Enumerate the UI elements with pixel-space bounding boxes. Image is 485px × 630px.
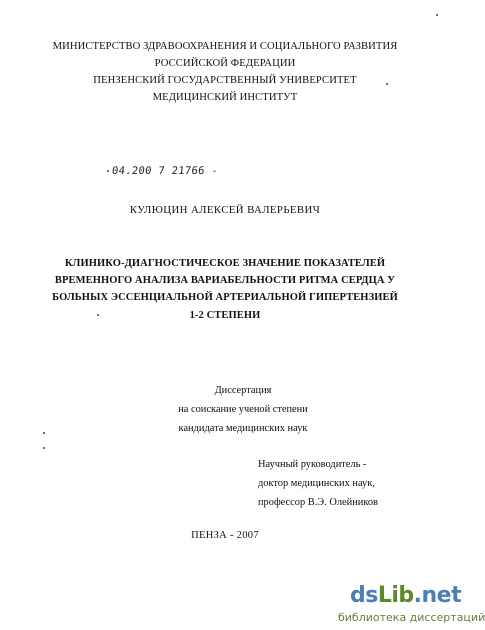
scan-speck xyxy=(436,14,438,16)
degree-line-2: на соискание ученой степени xyxy=(178,404,308,415)
header-university-line: ПЕНЗЕНСКИЙ ГОСУДАРСТВЕННЫЙ УНИВЕРСИТЕТ xyxy=(93,75,357,86)
city-year: ПЕНЗА - 2007 xyxy=(191,530,259,541)
title-line-4: 1-2 СТЕПЕНИ xyxy=(189,310,261,321)
supervisor-line-3: профессор В.Э. Олейников xyxy=(258,497,378,508)
scan-speck xyxy=(43,447,45,449)
degree-line-1: Диссертация xyxy=(214,385,272,396)
scan-speck xyxy=(386,83,388,85)
logo-part-net: .net xyxy=(413,583,462,608)
registration-stamp: 04.200 7 21766 - xyxy=(111,165,219,177)
logo-part-ds: ds xyxy=(350,583,378,608)
watermark-subtitle: библиотека диссертаций xyxy=(338,611,485,624)
author-name: КУЛЮЦИН АЛЕКСЕЙ ВАЛЕРЬЕВИЧ xyxy=(129,204,321,216)
title-line-3: БОЛЬНЫХ ЭССЕНЦИАЛЬНОЙ АРТЕРИАЛЬНОЙ ГИПЕРТЕНЗИЕЙ xyxy=(52,292,398,303)
supervisor-line-2: доктор медицинских наук, xyxy=(258,478,375,489)
logo-part-lib: Lib xyxy=(377,583,414,608)
dslib-logo xyxy=(350,583,461,608)
header-federation-line: РОССИЙСКОЙ ФЕДЕРАЦИИ xyxy=(154,58,296,69)
title-line-1: КЛИНИКО-ДИАГНОСТИЧЕСКОЕ ЗНАЧЕНИЕ ПОКАЗАТЕЛЕЙ xyxy=(64,258,386,269)
supervisor-line-1: Научный руководитель - xyxy=(258,459,367,470)
scan-speck xyxy=(107,170,109,172)
scan-speck xyxy=(97,314,99,316)
header-ministry-line: МИНИСТЕРСТВО ЗДРАВООХРАНЕНИЯ И СОЦИАЛЬНОГО РАЗВИТИЯ xyxy=(52,41,398,52)
scan-speck xyxy=(43,432,45,434)
header-institute-line: МЕДИЦИНСКИЙ ИНСТИТУТ xyxy=(152,92,298,103)
dslib-watermark xyxy=(332,583,485,630)
title-line-2: ВРЕМЕННОГО АНАЛИЗА ВАРИАБЕЛЬНОСТИ РИТМА СЕРДЦА У xyxy=(54,275,396,286)
degree-line-3: кандидата медицинских наук xyxy=(178,423,308,434)
